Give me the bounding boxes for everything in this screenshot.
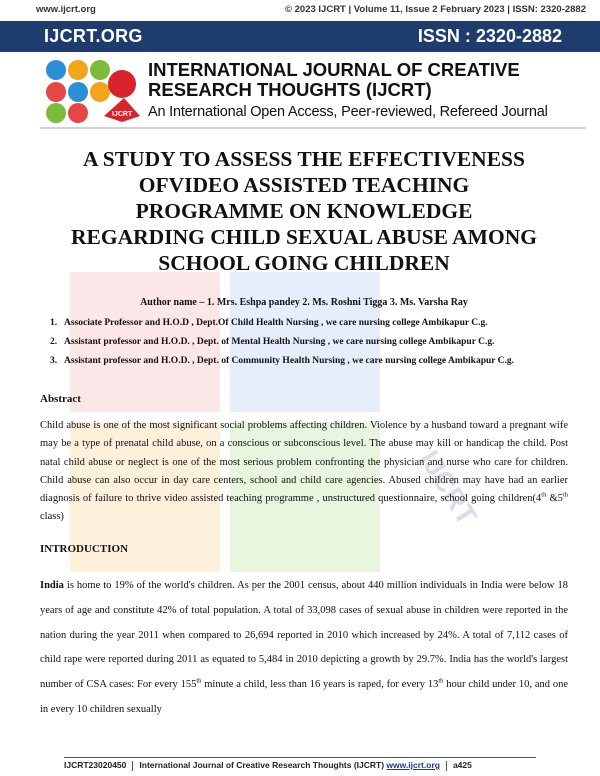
title-line: PROGRAMME ON KNOWLEDGE bbox=[135, 199, 473, 223]
affiliation-text: Associate Professor and H.O.D , Dept.Of Child Health Nursing , we care nursing college Ambikapur C.g. bbox=[64, 318, 488, 328]
journal-name-line1: INTERNATIONAL JOURNAL OF CREATIVE bbox=[148, 59, 520, 80]
affiliation-text: Assistant professor and H.O.D. , Dept. of Mental Health Nursing , we care nursing college Ambikapur C.g. bbox=[64, 337, 495, 347]
affiliation-number: 2. bbox=[50, 337, 58, 347]
site-url[interactable]: www.ijcrt.org bbox=[36, 4, 96, 15]
author-line: Author name – 1. Mrs. Eshpa pandey 2. Ms. Roshni Tigga 3. Ms. Varsha Ray bbox=[140, 297, 468, 308]
affiliation-2 bbox=[40, 337, 580, 347]
title-line: REGARDING CHILD SEXUAL ABUSE AMONG bbox=[71, 225, 537, 249]
header-divider bbox=[40, 127, 586, 129]
issue-info: © 2023 IJCRT | Volume 11, Issue 2 February 2023 | ISSN: 2320-2882 bbox=[285, 4, 586, 15]
introduction-text: India is home to 19% of the world's children. As per the 2001 census, about 440 million individuals in India were below 18 years of age and constitute 42% of total population. A total of 33,098 cases of sexual abuse in children were reported in the nation during the year 2011 when compared to 26,694 reported in 2010 which increased by 24%. A total of 7,112 cases of child rape were reported during 2011 as equated to 5,484 in 2010 depicting a growth by 29.7%. India has the world's largest number of CSA cases: For every 155th minute a child, less than 16 years is raped, for every 13th hour child under 10, and one in every 10 children sexually bbox=[40, 580, 568, 715]
footer-divider bbox=[64, 757, 536, 758]
running-header bbox=[36, 4, 586, 18]
journal-band bbox=[0, 21, 600, 52]
affiliation-3 bbox=[40, 356, 580, 366]
paper-code: IJCRT23020450 bbox=[64, 760, 127, 770]
title-line: A STUDY TO ASSESS THE EFFECTIVENESS bbox=[83, 147, 525, 171]
paper-title bbox=[40, 146, 568, 276]
affiliation-1 bbox=[40, 318, 580, 328]
page-number: a425 bbox=[452, 760, 472, 770]
journal-name-line2: RESEARCH THOUGHTS (IJCRT) bbox=[148, 79, 432, 100]
title-line: SCHOOL GOING CHILDREN bbox=[158, 251, 450, 275]
affiliation-number: 3. bbox=[50, 356, 58, 366]
logo-text: IJCRT bbox=[112, 111, 133, 118]
journal-subtitle: An International Open Access, Peer-reviewed, Refereed Journal bbox=[148, 104, 548, 120]
band-site: IJCRT.ORG bbox=[44, 26, 143, 46]
band-issn: ISSN : 2320-2882 bbox=[417, 26, 562, 46]
page-footer bbox=[64, 760, 544, 771]
introduction-heading: INTRODUCTION bbox=[40, 543, 129, 555]
abstract-heading: Abstract bbox=[40, 393, 81, 405]
watermark-text: IJCRT bbox=[413, 445, 483, 531]
journal-logo bbox=[42, 58, 142, 124]
footer-journal: International Journal of Creative Research Thoughts (IJCRT) bbox=[139, 760, 385, 770]
abstract-text: Child abuse is one of the most significant social problems affecting children. Violence by a husband toward a pregnant wife may be a type of prenatal child abuse, on a conscious or subconscious level. The abuse may kill or handicap the child. Post natal child abuse or neglect is one of the most serious problem confronting the physician and nurse who care for children. Child abuse can also occur in day care centers, school and child care agencies. Abused children may have had an earlier diagnosis of failure to thrive video assisted teaching programme , unstructured questionnaire, school going children(4th &5th class) bbox=[40, 420, 568, 523]
affiliation-number: 1. bbox=[50, 318, 58, 328]
journal-name bbox=[148, 60, 520, 100]
affiliation-text: Assistant professor and H.O.D. , Dept. of Community Health Nursing , we care nursing college Ambikapur C.g. bbox=[64, 356, 515, 366]
footer-url[interactable]: www.ijcrt.org bbox=[386, 760, 440, 770]
title-line: OFVIDEO ASSISTED TEACHING bbox=[138, 173, 470, 197]
